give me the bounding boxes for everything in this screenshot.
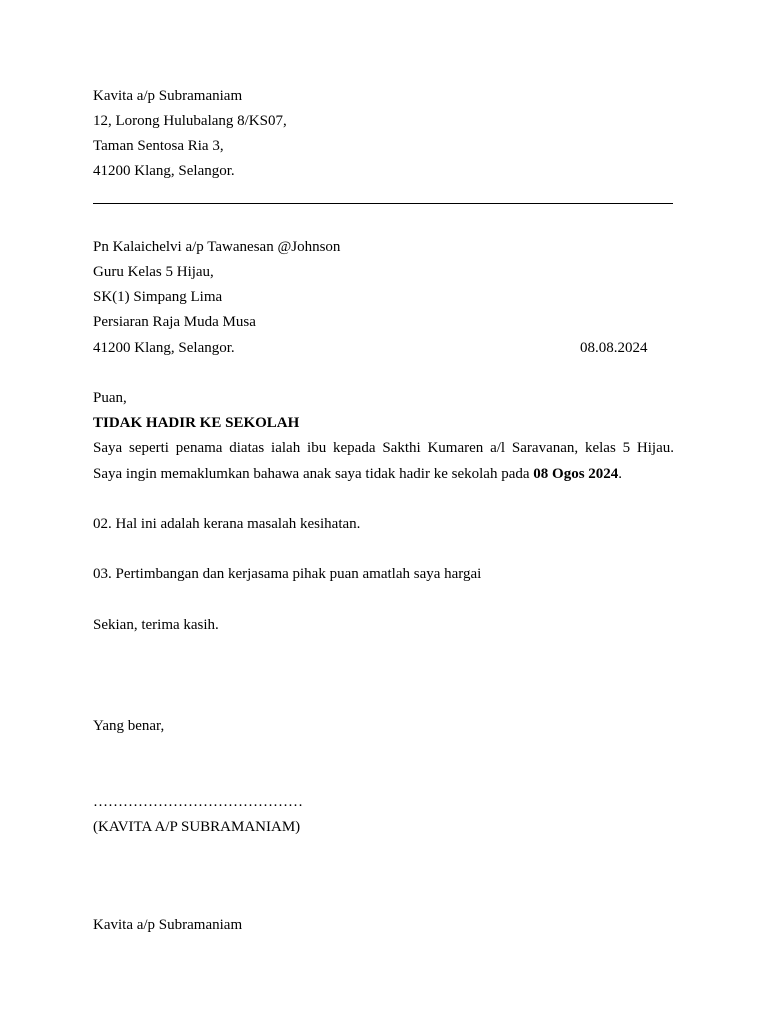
body-paragraph-1-end: . bbox=[618, 466, 623, 482]
recipient-street: Persiaran Raja Muda Musa bbox=[93, 314, 256, 330]
recipient-title: Guru Kelas 5 Hijau, bbox=[93, 264, 214, 280]
recipient-school: SK(1) Simpang Lima bbox=[93, 289, 223, 305]
sign-off: Yang benar, bbox=[93, 718, 165, 734]
sender-address-line1: 12, Lorong Hulubalang 8/KS07, bbox=[93, 113, 287, 129]
body-paragraph-1-text: Saya ingin memaklumkan bahawa anak saya tidak hadir ke sekolah pada bbox=[93, 466, 534, 482]
signature-name: (KAVITA A/P SUBRAMANIAM) bbox=[93, 819, 301, 835]
sender-address-line3: 41200 Klang, Selangor. bbox=[93, 163, 235, 179]
salutation: Puan, bbox=[93, 390, 127, 406]
footer-name: Kavita a/p Subramaniam bbox=[93, 917, 243, 933]
absence-date: 08 Ogos 2024 bbox=[533, 466, 619, 482]
recipient-name: Pn Kalaichelvi a/p Tawanesan @Johnson bbox=[93, 239, 341, 255]
sender-name: Kavita a/p Subramaniam bbox=[93, 88, 243, 104]
subject-heading: TIDAK HADIR KE SEKOLAH bbox=[93, 415, 300, 431]
header-divider bbox=[93, 203, 673, 204]
body-paragraph-1-line-2 bbox=[93, 465, 622, 483]
body-paragraph-2: 02. Hal ini adalah kerana masalah kesihatan. bbox=[93, 516, 361, 532]
signature-line: …………………………………… bbox=[93, 794, 303, 810]
body-paragraph-1-line-1: Saya seperti penama diatas ialah ibu kepada Sakthi Kumaren a/l Saravanan, kelas 5 Hijau. bbox=[93, 440, 674, 456]
sender-address-line2: Taman Sentosa Ria 3, bbox=[93, 138, 224, 154]
closing-line: Sekian, terima kasih. bbox=[93, 617, 219, 633]
body-paragraph-3: 03. Pertimbangan dan kerjasama pihak puan amatlah saya hargai bbox=[93, 566, 482, 582]
recipient-city: 41200 Klang, Selangor. bbox=[93, 340, 235, 356]
letter-date: 08.08.2024 bbox=[580, 340, 648, 356]
